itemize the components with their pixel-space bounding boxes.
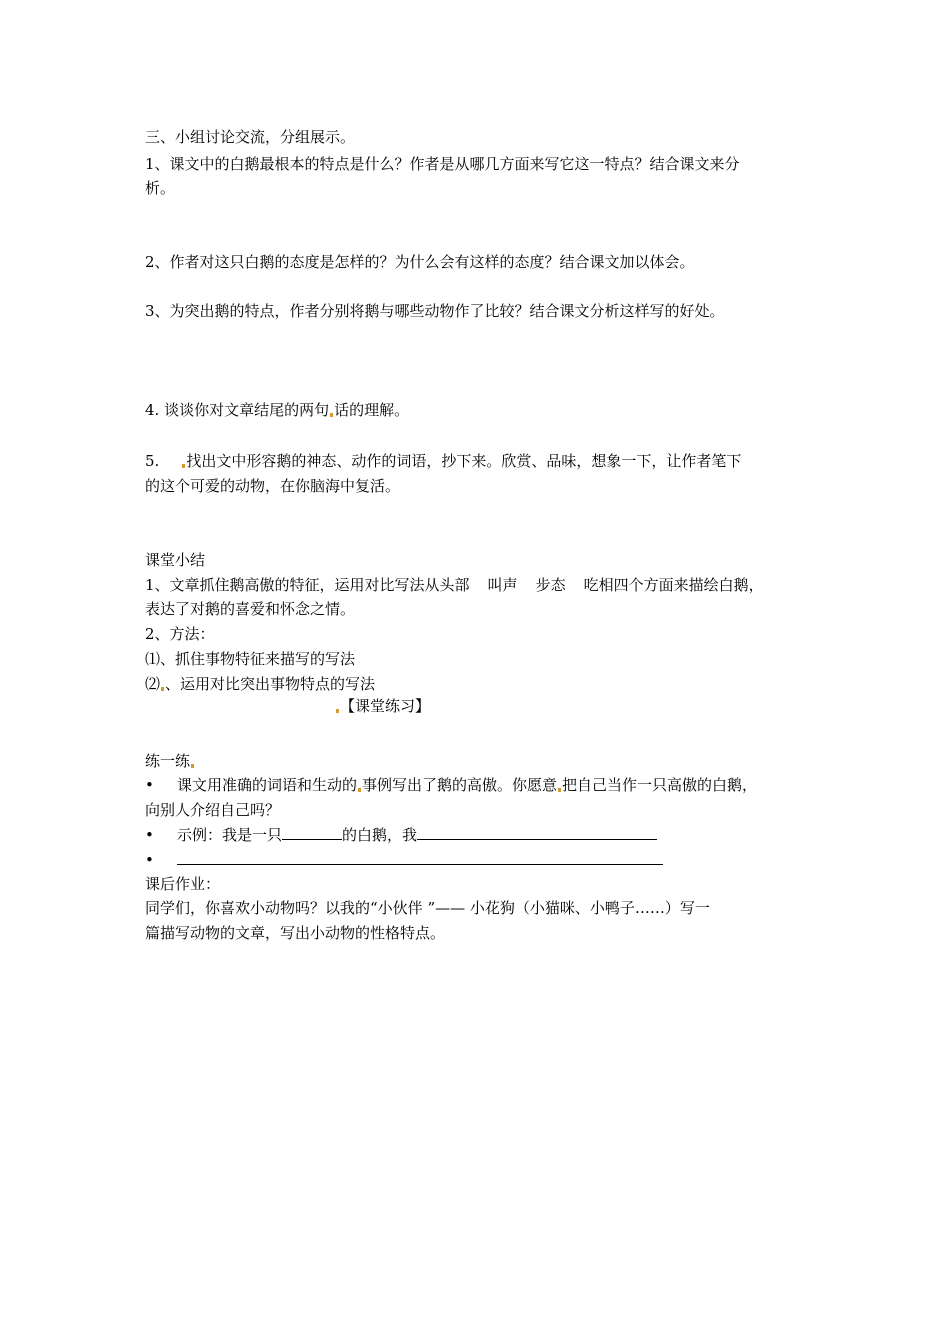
bullet-icon: • bbox=[145, 776, 154, 794]
bullet-icon: • bbox=[145, 826, 154, 844]
question-3: 3、为突出鹅的特点，作者分别将鹅与哪些动物作了比较？结合课文分析这样写的好处。 bbox=[145, 302, 725, 320]
summary-word-1: 叫声 bbox=[487, 576, 518, 594]
question-4 bbox=[145, 399, 815, 421]
method-2-text: 、运用对比突出事物特点的写法 bbox=[165, 675, 376, 693]
edit-mark bbox=[358, 788, 361, 792]
summary-heading: 课堂小结 bbox=[145, 551, 206, 569]
bullet-icon: • bbox=[145, 851, 154, 869]
summary-point-1-line-2: 表达了对鹅的喜爱和怀念之情。 bbox=[145, 600, 356, 618]
summary-point-2: 2、方法： bbox=[145, 625, 215, 643]
question-4-text-b: 话的理解。 bbox=[334, 401, 410, 419]
homework-line-1: 同学们，你喜欢小动物吗？以我的“小伙伴 ”—— 小花狗（小猫咪、小鸭子……）写一 bbox=[145, 899, 710, 917]
summary-point-1-text-a: 1、文章抓住鹅高傲的特征，运用对比写法从头部 bbox=[145, 576, 470, 594]
practice-title bbox=[335, 695, 430, 717]
edit-mark bbox=[558, 788, 561, 792]
practice-heading-text: 练一练 bbox=[145, 752, 191, 770]
edit-mark bbox=[161, 687, 164, 691]
edit-mark bbox=[336, 709, 339, 713]
section-heading: 三、小组讨论交流，分组展示。 bbox=[145, 128, 356, 146]
practice-bullet-2 bbox=[145, 824, 657, 846]
summary-point-1-text-b: 吃相四个方面来描绘白鹅， bbox=[583, 576, 764, 594]
question-5-line-2: 的这个可爱的动物，在你脑海中复活。 bbox=[145, 477, 401, 495]
practice-bullet-3 bbox=[145, 849, 663, 871]
summary-word-2: 步态 bbox=[535, 576, 566, 594]
fill-blank-adjective[interactable] bbox=[282, 824, 342, 840]
question-4-text-a: 4. 谈谈你对文章结尾的两句 bbox=[145, 401, 330, 419]
practice-bullet-1-text-c: 把自己当作一只高傲的白鹅， bbox=[562, 776, 758, 794]
practice-heading bbox=[145, 750, 815, 772]
question-1-line-1: 1、课文中的白鹅最根本的特点是什么？作者是从哪几方面来写它这一特点？结合课文来分 bbox=[145, 155, 740, 173]
method-2-number: ⑵ bbox=[145, 675, 161, 693]
edit-mark bbox=[191, 764, 194, 768]
edit-mark bbox=[330, 413, 333, 417]
practice-title-text: 【课堂练习】 bbox=[340, 697, 431, 715]
practice-bullet-1-text-b: 事例写出了鹅的高傲。你愿意 bbox=[362, 776, 558, 794]
example-text-a: 示例：我是一只 bbox=[177, 826, 283, 844]
method-2 bbox=[145, 673, 815, 695]
fill-blank-free[interactable] bbox=[177, 849, 663, 865]
summary-point-1-line-1 bbox=[145, 574, 815, 596]
practice-bullet-1-line-2: 向别人介绍自己吗？ bbox=[145, 801, 281, 819]
question-5-line-1 bbox=[145, 450, 815, 472]
method-1: ⑴、抓住事物特征来描写的写法 bbox=[145, 650, 356, 668]
practice-bullet-1-line-1 bbox=[145, 774, 757, 796]
question-5-text: 找出文中形容鹅的神态、动作的词语，抄下来。欣赏、品味，想象一下，让作者笔下 bbox=[186, 452, 742, 470]
homework-line-2: 篇描写动物的文章，写出小动物的性格特点。 bbox=[145, 924, 446, 942]
question-1-line-2: 析。 bbox=[145, 179, 176, 197]
homework-heading: 课后作业： bbox=[145, 875, 221, 893]
example-text-b: 的白鹅，我 bbox=[342, 826, 418, 844]
fill-blank-sentence[interactable] bbox=[417, 824, 657, 840]
question-2: 2、作者对这只白鹅的态度是怎样的？为什么会有这样的态度？结合课文加以体会。 bbox=[145, 253, 695, 271]
question-5-number: 5. bbox=[145, 452, 160, 470]
practice-bullet-1-text-a: 课文用准确的词语和生动的 bbox=[177, 776, 358, 794]
edit-mark bbox=[182, 464, 185, 468]
